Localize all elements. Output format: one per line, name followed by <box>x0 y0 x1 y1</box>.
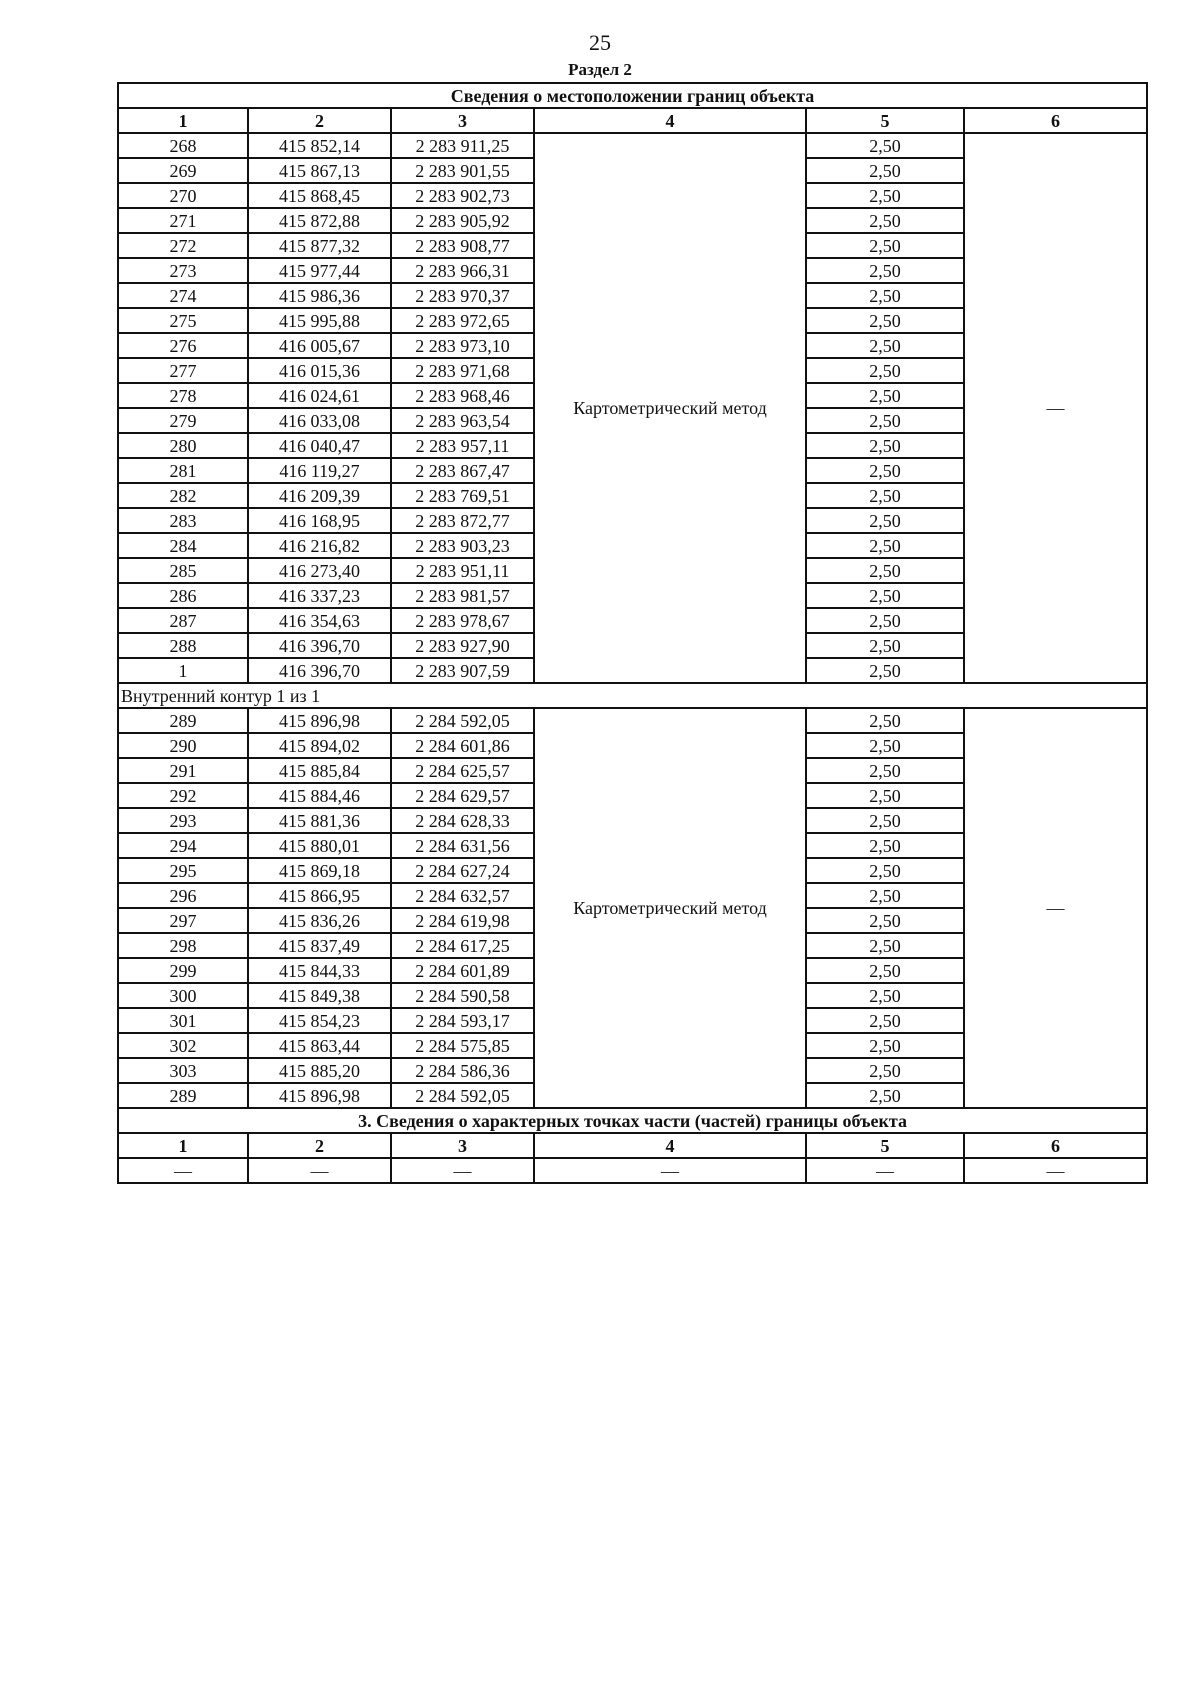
section3-column-header: 6 <box>964 1133 1147 1158</box>
accuracy-cell: 2,50 <box>806 1033 964 1058</box>
x-coordinate-cell: 415 885,20 <box>248 1058 391 1083</box>
point-number-cell: 302 <box>118 1033 248 1058</box>
accuracy-cell: 2,50 <box>806 883 964 908</box>
accuracy-cell: 2,50 <box>806 808 964 833</box>
y-coordinate-cell: 2 283 901,55 <box>391 158 534 183</box>
accuracy-cell: 2,50 <box>806 308 964 333</box>
column-header: 6 <box>964 108 1147 133</box>
y-coordinate-cell: 2 283 905,92 <box>391 208 534 233</box>
accuracy-cell: 2,50 <box>806 158 964 183</box>
y-coordinate-cell: 2 283 927,90 <box>391 633 534 658</box>
y-coordinate-cell: 2 284 601,89 <box>391 958 534 983</box>
section3-column-header: 4 <box>534 1133 806 1158</box>
point-number-cell: 273 <box>118 258 248 283</box>
section3-dash-cell: — <box>118 1158 248 1183</box>
x-coordinate-cell: 415 854,23 <box>248 1008 391 1033</box>
point-number-cell: 290 <box>118 733 248 758</box>
accuracy-cell: 2,50 <box>806 608 964 633</box>
x-coordinate-cell: 416 396,70 <box>248 633 391 658</box>
point-number-cell: 294 <box>118 833 248 858</box>
y-coordinate-cell: 2 284 631,56 <box>391 833 534 858</box>
point-number-cell: 287 <box>118 608 248 633</box>
x-coordinate-cell: 415 869,18 <box>248 858 391 883</box>
y-coordinate-cell: 2 284 575,85 <box>391 1033 534 1058</box>
y-coordinate-cell: 2 283 872,77 <box>391 508 534 533</box>
y-coordinate-cell: 2 284 617,25 <box>391 933 534 958</box>
accuracy-cell: 2,50 <box>806 358 964 383</box>
x-coordinate-cell: 415 986,36 <box>248 283 391 308</box>
section3-dash-cell: — <box>806 1158 964 1183</box>
y-coordinate-cell: 2 283 972,65 <box>391 308 534 333</box>
accuracy-cell: 2,50 <box>806 558 964 583</box>
point-number-cell: 270 <box>118 183 248 208</box>
y-coordinate-cell: 2 284 601,86 <box>391 733 534 758</box>
point-number-cell: 298 <box>118 933 248 958</box>
point-number-cell: 286 <box>118 583 248 608</box>
x-coordinate-cell: 415 896,98 <box>248 708 391 733</box>
x-coordinate-cell: 415 866,95 <box>248 883 391 908</box>
x-coordinate-cell: 416 273,40 <box>248 558 391 583</box>
method-cell: Картометрический метод <box>534 133 806 683</box>
point-number-cell: 301 <box>118 1008 248 1033</box>
table-caption: Сведения о местоположении границ объекта <box>118 83 1147 108</box>
y-coordinate-cell: 2 283 908,77 <box>391 233 534 258</box>
y-coordinate-cell: 2 283 951,11 <box>391 558 534 583</box>
section3-column-header: 3 <box>391 1133 534 1158</box>
accuracy-cell: 2,50 <box>806 483 964 508</box>
y-coordinate-cell: 2 283 903,23 <box>391 533 534 558</box>
x-coordinate-cell: 416 005,67 <box>248 333 391 358</box>
inner-contour-label: Внутренний контур 1 из 1 <box>118 683 1147 708</box>
section3-caption: 3. Сведения о характерных точках части (частей) границы объекта <box>118 1108 1147 1133</box>
x-coordinate-cell: 415 896,98 <box>248 1083 391 1108</box>
y-coordinate-cell: 2 284 632,57 <box>391 883 534 908</box>
accuracy-cell: 2,50 <box>806 458 964 483</box>
x-coordinate-cell: 415 881,36 <box>248 808 391 833</box>
accuracy-cell: 2,50 <box>806 258 964 283</box>
accuracy-cell: 2,50 <box>806 233 964 258</box>
point-number-cell: 271 <box>118 208 248 233</box>
accuracy-cell: 2,50 <box>806 283 964 308</box>
x-coordinate-cell: 415 867,13 <box>248 158 391 183</box>
y-coordinate-cell: 2 283 968,46 <box>391 383 534 408</box>
x-coordinate-cell: 415 868,45 <box>248 183 391 208</box>
x-coordinate-cell: 416 033,08 <box>248 408 391 433</box>
y-coordinate-cell: 2 284 592,05 <box>391 1083 534 1108</box>
x-coordinate-cell: 415 894,02 <box>248 733 391 758</box>
x-coordinate-cell: 416 216,82 <box>248 533 391 558</box>
x-coordinate-cell: 416 354,63 <box>248 608 391 633</box>
accuracy-cell: 2,50 <box>806 1008 964 1033</box>
accuracy-cell: 2,50 <box>806 708 964 733</box>
section3-dash-cell: — <box>964 1158 1147 1183</box>
accuracy-cell: 2,50 <box>806 533 964 558</box>
x-coordinate-cell: 416 168,95 <box>248 508 391 533</box>
y-coordinate-cell: 2 283 769,51 <box>391 483 534 508</box>
point-number-cell: 292 <box>118 783 248 808</box>
point-number-cell: 277 <box>118 358 248 383</box>
accuracy-cell: 2,50 <box>806 858 964 883</box>
section3-dash-cell: — <box>248 1158 391 1183</box>
point-number-cell: 1 <box>118 658 248 683</box>
column-header: 5 <box>806 108 964 133</box>
accuracy-cell: 2,50 <box>806 383 964 408</box>
accuracy-cell: 2,50 <box>806 133 964 158</box>
accuracy-cell: 2,50 <box>806 633 964 658</box>
x-coordinate-cell: 415 885,84 <box>248 758 391 783</box>
y-coordinate-cell: 2 283 973,10 <box>391 333 534 358</box>
y-coordinate-cell: 2 284 592,05 <box>391 708 534 733</box>
y-coordinate-cell: 2 283 970,37 <box>391 283 534 308</box>
section3-column-header: 1 <box>118 1133 248 1158</box>
point-number-cell: 272 <box>118 233 248 258</box>
point-number-cell: 274 <box>118 283 248 308</box>
x-coordinate-cell: 416 040,47 <box>248 433 391 458</box>
point-number-cell: 291 <box>118 758 248 783</box>
accuracy-cell: 2,50 <box>806 983 964 1008</box>
page-number: 25 <box>589 30 611 55</box>
point-number-cell: 299 <box>118 958 248 983</box>
column-header: 4 <box>534 108 806 133</box>
y-coordinate-cell: 2 283 978,67 <box>391 608 534 633</box>
point-number-cell: 288 <box>118 633 248 658</box>
y-coordinate-cell: 2 284 625,57 <box>391 758 534 783</box>
x-coordinate-cell: 415 849,38 <box>248 983 391 1008</box>
accuracy-cell: 2,50 <box>806 208 964 233</box>
point-number-cell: 268 <box>118 133 248 158</box>
accuracy-cell: 2,50 <box>806 183 964 208</box>
y-coordinate-cell: 2 283 902,73 <box>391 183 534 208</box>
accuracy-cell: 2,50 <box>806 1083 964 1108</box>
x-coordinate-cell: 416 015,36 <box>248 358 391 383</box>
section3-dash-cell: — <box>534 1158 806 1183</box>
x-coordinate-cell: 415 837,49 <box>248 933 391 958</box>
point-number-cell: 279 <box>118 408 248 433</box>
x-coordinate-cell: 415 872,88 <box>248 208 391 233</box>
point-number-cell: 303 <box>118 1058 248 1083</box>
x-coordinate-cell: 415 995,88 <box>248 308 391 333</box>
point-number-cell: 280 <box>118 433 248 458</box>
x-coordinate-cell: 415 877,32 <box>248 233 391 258</box>
accuracy-cell: 2,50 <box>806 1058 964 1083</box>
table-row <box>118 133 1147 158</box>
y-coordinate-cell: 2 283 971,68 <box>391 358 534 383</box>
y-coordinate-cell: 2 284 627,24 <box>391 858 534 883</box>
accuracy-cell: 2,50 <box>806 733 964 758</box>
section-title: Раздел 2 <box>568 60 632 79</box>
accuracy-cell: 2,50 <box>806 758 964 783</box>
accuracy-cell: 2,50 <box>806 908 964 933</box>
point-number-cell: 289 <box>118 1083 248 1108</box>
point-number-cell: 293 <box>118 808 248 833</box>
section3-caption-row <box>118 1108 1147 1133</box>
point-number-cell: 281 <box>118 458 248 483</box>
y-coordinate-cell: 2 283 867,47 <box>391 458 534 483</box>
point-number-cell: 278 <box>118 383 248 408</box>
accuracy-cell: 2,50 <box>806 958 964 983</box>
x-coordinate-cell: 415 977,44 <box>248 258 391 283</box>
accuracy-cell: 2,50 <box>806 408 964 433</box>
section3-empty-row <box>118 1158 1147 1183</box>
description-cell: — <box>964 133 1147 683</box>
point-number-cell: 283 <box>118 508 248 533</box>
x-coordinate-cell: 416 119,27 <box>248 458 391 483</box>
accuracy-cell: 2,50 <box>806 508 964 533</box>
y-coordinate-cell: 2 283 963,54 <box>391 408 534 433</box>
column-header: 3 <box>391 108 534 133</box>
x-coordinate-cell: 415 836,26 <box>248 908 391 933</box>
y-coordinate-cell: 2 283 981,57 <box>391 583 534 608</box>
description-cell: — <box>964 708 1147 1108</box>
x-coordinate-cell: 415 884,46 <box>248 783 391 808</box>
column-header: 2 <box>248 108 391 133</box>
x-coordinate-cell: 416 337,23 <box>248 583 391 608</box>
table-caption-row <box>118 83 1147 108</box>
inner-contour-label-row <box>118 683 1147 708</box>
boundary-table <box>117 82 1148 1184</box>
point-number-cell: 300 <box>118 983 248 1008</box>
y-coordinate-cell: 2 284 628,33 <box>391 808 534 833</box>
x-coordinate-cell: 415 852,14 <box>248 133 391 158</box>
accuracy-cell: 2,50 <box>806 833 964 858</box>
table-row <box>118 708 1147 733</box>
point-number-cell: 297 <box>118 908 248 933</box>
point-number-cell: 282 <box>118 483 248 508</box>
accuracy-cell: 2,50 <box>806 933 964 958</box>
y-coordinate-cell: 2 284 593,17 <box>391 1008 534 1033</box>
section3-column-header: 2 <box>248 1133 391 1158</box>
y-coordinate-cell: 2 283 911,25 <box>391 133 534 158</box>
x-coordinate-cell: 415 880,01 <box>248 833 391 858</box>
column-header-row <box>118 108 1147 133</box>
section3-column-header: 5 <box>806 1133 964 1158</box>
x-coordinate-cell: 416 024,61 <box>248 383 391 408</box>
x-coordinate-cell: 416 396,70 <box>248 658 391 683</box>
accuracy-cell: 2,50 <box>806 583 964 608</box>
y-coordinate-cell: 2 283 966,31 <box>391 258 534 283</box>
x-coordinate-cell: 415 863,44 <box>248 1033 391 1058</box>
point-number-cell: 296 <box>118 883 248 908</box>
point-number-cell: 285 <box>118 558 248 583</box>
y-coordinate-cell: 2 284 619,98 <box>391 908 534 933</box>
section3-header-row <box>118 1133 1147 1158</box>
y-coordinate-cell: 2 284 629,57 <box>391 783 534 808</box>
y-coordinate-cell: 2 284 586,36 <box>391 1058 534 1083</box>
x-coordinate-cell: 416 209,39 <box>248 483 391 508</box>
point-number-cell: 275 <box>118 308 248 333</box>
y-coordinate-cell: 2 283 957,11 <box>391 433 534 458</box>
accuracy-cell: 2,50 <box>806 658 964 683</box>
column-header: 1 <box>118 108 248 133</box>
point-number-cell: 269 <box>118 158 248 183</box>
point-number-cell: 284 <box>118 533 248 558</box>
section3-dash-cell: — <box>391 1158 534 1183</box>
accuracy-cell: 2,50 <box>806 783 964 808</box>
point-number-cell: 276 <box>118 333 248 358</box>
point-number-cell: 295 <box>118 858 248 883</box>
point-number-cell: 289 <box>118 708 248 733</box>
accuracy-cell: 2,50 <box>806 333 964 358</box>
x-coordinate-cell: 415 844,33 <box>248 958 391 983</box>
method-cell: Картометрический метод <box>534 708 806 1108</box>
y-coordinate-cell: 2 284 590,58 <box>391 983 534 1008</box>
accuracy-cell: 2,50 <box>806 433 964 458</box>
y-coordinate-cell: 2 283 907,59 <box>391 658 534 683</box>
